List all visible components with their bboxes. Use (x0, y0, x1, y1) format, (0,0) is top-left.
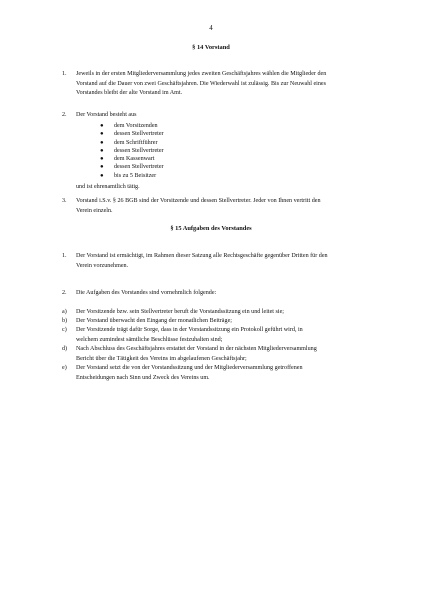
bullet-icon: ● (100, 164, 104, 171)
letter-label: b) (62, 318, 68, 324)
text-line: Der Vorstand ist ermächtigt, im Rahmen dieser Satzung alle Rechtsgeschäfte gegenüber Dritten für den (76, 253, 328, 259)
list-item: ● dem Schriftführer (100, 139, 158, 146)
letter-label: e) (62, 365, 67, 371)
bullet-icon: ● (100, 123, 104, 129)
letter-label: a) (62, 309, 67, 315)
list-item: ● dem Kassenwart (100, 156, 155, 163)
item-number: 1. (62, 71, 67, 77)
board-members-list (100, 122, 164, 180)
section-14-item-2-intro (76, 111, 376, 121)
text-line: Verein vorzunehmen. (76, 262, 129, 269)
item-number: 2. (62, 290, 67, 296)
task-item-d (76, 345, 386, 364)
text-line: Jeweils in der ersten Mitgliederversammlung jedes zweiten Geschäftsjahres wählen die Mitglieder den (76, 71, 327, 77)
section-15-item-1 (76, 252, 376, 271)
item-number: 2. (62, 112, 67, 118)
text-line: Verein einzeln. (76, 207, 113, 214)
text-line: Der Vorstand überwacht den Eingang der monatlichen Beiträge; (76, 318, 232, 324)
bullet-icon: ● (100, 131, 104, 138)
text-line: Entscheidungen nach Sinn und Zweck des Vereins um. (76, 374, 210, 381)
section-14-item-3 (76, 197, 376, 216)
text-line: Die Aufgaben des Vorstandes sind vornehmlich folgende: (76, 290, 217, 296)
text-line: Der Vorstand besteht aus (76, 112, 137, 118)
text-line: Vorstand i.S.v. § 26 BGB sind der Vorsitzende und dessen Stellvertreter. Jeder von Ihnen vertritt den (76, 198, 321, 204)
letter-label: d) (62, 346, 68, 352)
list-item: ● dessen Stellvertreter (100, 147, 164, 154)
task-item-c (76, 326, 386, 345)
page-number: 4 (209, 24, 213, 32)
text-line: Der Vorstand setzt die von der Vorstandssitzung und der Mitgliederversammlung getroffenen (76, 365, 303, 371)
text-line: Der Vorsitzende trägt dafür Sorge, dass in der Vorstandssitzung ein Protokoll geführt wird, in (76, 327, 303, 333)
section-14-title: § 14 Vorstand (192, 44, 230, 51)
list-item: ● bis zu 5 Beisitzer (100, 172, 157, 179)
text-line: Nach Abschluss des Geschäftsjahres erstattet der Vorstand in der nächsten Mitgliederversammlung (76, 346, 317, 352)
list-item: ● dessen Stellvertreter (100, 131, 164, 138)
text-line: Vorstandes bleibt der alte Vorstand im Amt. (76, 90, 183, 97)
task-item-e (76, 364, 386, 383)
bullet-icon: ● (100, 156, 104, 163)
bullet-icon: ● (100, 139, 104, 146)
section-15-item-2-intro (76, 289, 376, 299)
text-line: Vorstand auf die Dauer von zwei Geschäftsjahren. Die Wiederwahl ist zulässig. Bis zur Neuwahl eines (76, 80, 326, 87)
bullet-icon: ● (100, 147, 104, 154)
list-item: ● dessen Stellvertreter (100, 164, 164, 171)
item-number: 3. (62, 198, 67, 204)
section-15-title: § 15 Aufgaben des Vorstandes (170, 225, 252, 232)
section-14-item-2-outro: und ist ehrenamtlich tätig. (76, 184, 140, 190)
bullet-icon: ● (100, 172, 104, 179)
text-line: Bericht über die Tätigkeit des Vereins im abgelaufenen Geschäftsjahr; (76, 355, 247, 362)
item-number: 1. (62, 253, 67, 259)
text-line: Der Vorsitzende bzw. sein Stellvertreter beruft die Vorstandssitzung ein und leitet sie; (76, 309, 284, 315)
section-14-item-1 (76, 70, 376, 99)
text-line: welchem zumindest sämtliche Beschlüsse festzuhalten sind; (76, 336, 223, 343)
letter-label: c) (62, 327, 67, 333)
list-item: ● dem Vorsitzenden (100, 123, 158, 129)
